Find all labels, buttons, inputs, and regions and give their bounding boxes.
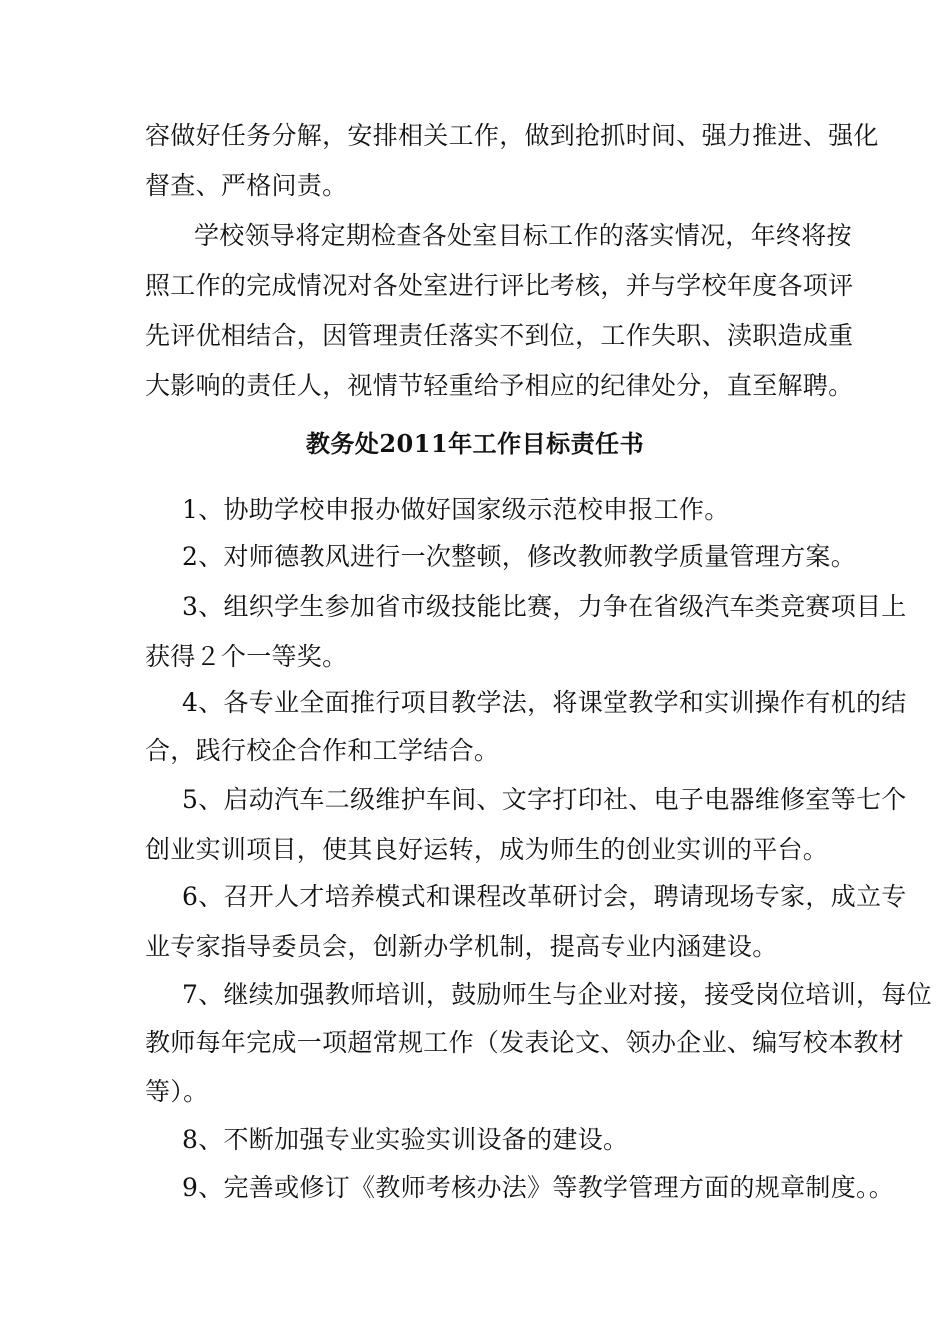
intro-paragraph-1-line-2: 督查、严格问责。 xyxy=(145,171,348,200)
list-item-7-line-2: 教师每年完成一项超常规工作（发表论文、领办企业、编写校本教材 xyxy=(145,1028,905,1057)
section-title: 教务处2011年工作目标责任书 xyxy=(305,429,645,458)
intro-paragraph-2-line-4: 大影响的责任人，视情节轻重给予相应的纪律处分，直至解聘。 xyxy=(145,371,854,400)
intro-paragraph-1-line-1: 容做好任务分解，安排相关工作，做到抢抓时间、强力推进、强化 xyxy=(145,121,879,150)
list-item-8-line-1: 8、不断加强专业实验实训设备的建设。 xyxy=(182,1125,629,1154)
list-item-9-line-1: 9、完善或修订《教师考核办法》等教学管理方面的规章制度。。 xyxy=(182,1173,895,1202)
list-item-7-line-1: 7、继续加强教师培训，鼓励师生与企业对接，接受岗位培训，每位 xyxy=(182,980,932,1009)
list-item-2-line-1: 2、对师德教风进行一次整顿，修改教师教学质量管理方案。 xyxy=(182,542,857,571)
list-item-7-line-3: 等）。 xyxy=(145,1077,209,1106)
list-item-1-line-1: 1、协助学校申报办做好国家级示范校申报工作。 xyxy=(182,495,730,524)
list-item-4-line-1: 4、各专业全面推行项目教学法，将课堂教学和实训操作有机的结 xyxy=(182,688,907,717)
intro-paragraph-2-line-3: 先评优相结合，因管理责任落实不到位，工作失职、渎职造成重 xyxy=(145,321,854,350)
list-item-4-line-2: 合，践行校企合作和工学结合。 xyxy=(145,736,500,765)
list-item-3-line-1: 3、组织学生参加省市级技能比赛，力争在省级汽车类竞赛项目上 xyxy=(182,592,907,621)
list-item-6-line-1: 6、召开人才培养模式和课程改革研讨会，聘请现场专家，成立专 xyxy=(182,882,907,911)
list-item-3-line-2: 获得２个一等奖。 xyxy=(145,642,348,671)
intro-paragraph-2-line-1: 学校领导将定期检查各处室目标工作的落实情况，年终将按 xyxy=(194,221,852,250)
list-item-5-line-2: 创业实训项目，使其良好运转，成为师生的创业实训的平台。 xyxy=(145,835,829,864)
list-item-6-line-2: 业专家指导委员会，创新办学机制，提高专业内涵建设。 xyxy=(145,932,778,961)
list-item-5-line-1: 5、启动汽车二级维护车间、文字打印社、电子电器维修室等七个 xyxy=(182,785,907,814)
intro-paragraph-2-line-2: 照工作的完成情况对各处室进行评比考核，并与学校年度各项评 xyxy=(145,271,854,300)
